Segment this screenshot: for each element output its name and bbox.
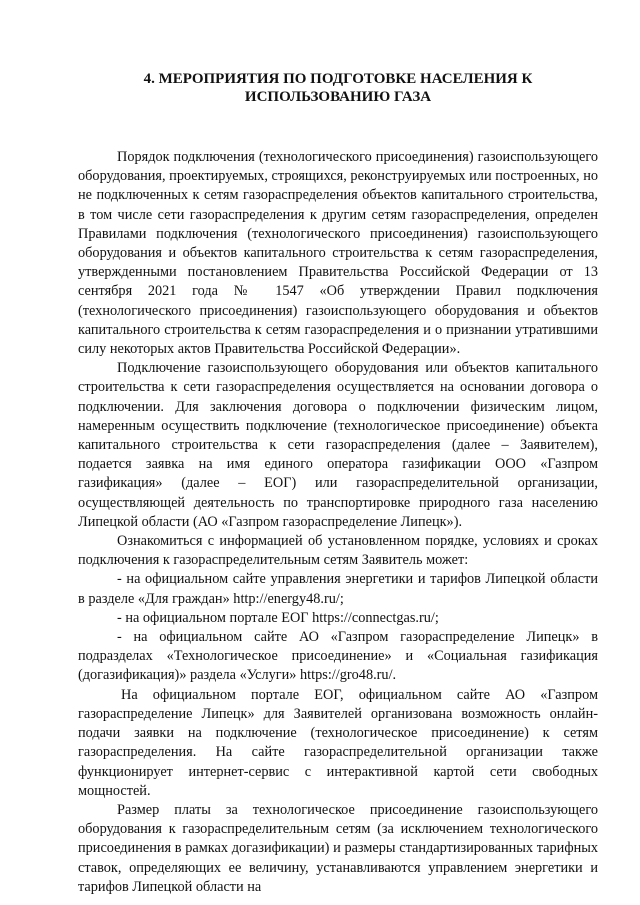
document-page <box>78 70 598 897</box>
paragraph-connection-fee: Размер платы за технологическое присоединение газоиспользующего оборудования к газораспределительным сетям (за исключением технологического присоединения в рамках догазификации) и размеры стандартизированных тарифных ставок, определяющих ее величину, устанавливаются управлением энергетики и тарифов Липецкой области на <box>78 801 598 895</box>
paragraph-online-application: На официальном портале ЕОГ, официальном сайте АО «Газпром газораспределение Липецк» для Заявителей организована возможность онлайн-подачи заявки на подключение (технологическое присоединение) к сетям газораспределения. На сайте газораспределительной организации также функционирует интернет-сервис с интерактивной картой сети свободных мощностей. <box>78 686 598 799</box>
section-title-line-1: 4. МЕРОПРИЯТИЯ ПО ПОДГОТОВКЕ НАСЕЛЕНИЯ К <box>143 71 533 87</box>
paragraph-connection-contract: Подключение газоиспользующего оборудования или объектов капитального строительства к сети газораспределения осуществляется на основании договора о подключении. Для заключения договора о подключении физическим лицом, намеренным осуществить подключение (технологическое присоединение) объекта капитального строительства к сети газораспределения (далее – Заявителем), подается заявка на имя единого оператора газификации ООО «Газпром газификация» (далее – ЕОГ) или газораспределительной организации, осуществляющей деятельность по транспортировке природного газа населению Липецкой области (АО «Газпром газораспределение Липецк»). <box>78 360 598 530</box>
list-item-eog-portal: - на официальном портале ЕОГ https://connectgas.ru/; <box>117 609 439 626</box>
section-title <box>78 70 598 106</box>
section-title-line-2: ИСПОЛЬЗОВАНИЮ ГАЗА <box>244 89 432 105</box>
list-item-gro48-website: - на официальном сайте АО «Газпром газораспределение Липецк» в подразделах «Технологическое присоединение» и «Социальная газификация (догазификация)» раздела «Услуги» https://gro48.ru/. <box>78 629 598 684</box>
paragraph-information-sources: Ознакомиться с информацией об установленном порядке, условиях и сроках подключения к газораспределительным сетям Заявитель может: <box>78 533 598 569</box>
paragraph-connection-procedure: Порядок подключения (технологического присоединения) газоиспользующего оборудования, проектируемых, строящихся, реконструируемых или построенных, но не подключенных к сетям газораспределения объектов капитального строительства, в том числе сети газораспределения к другим сетям газораспределения, определен Правилами подключения (технологического присоединения) газоиспользующего оборудования и объектов капитального строительства к сетям газораспределения, утвержденными постановлением Правительства Российской Федерации от 13 сентября 2021 года № 1547 «Об утверждении Правил подключения (технологического присоединения) газоиспользующего оборудования и объектов капитального строительства к сетям газораспределения и о признании утратившими силу некоторых актов Правительства Российской Федерации». <box>78 149 598 358</box>
list-item-energy-website: - на официальном сайте управления энергетики и тарифов Липецкой области в разделе «Для граждан» http://energy48.ru/; <box>78 571 598 607</box>
